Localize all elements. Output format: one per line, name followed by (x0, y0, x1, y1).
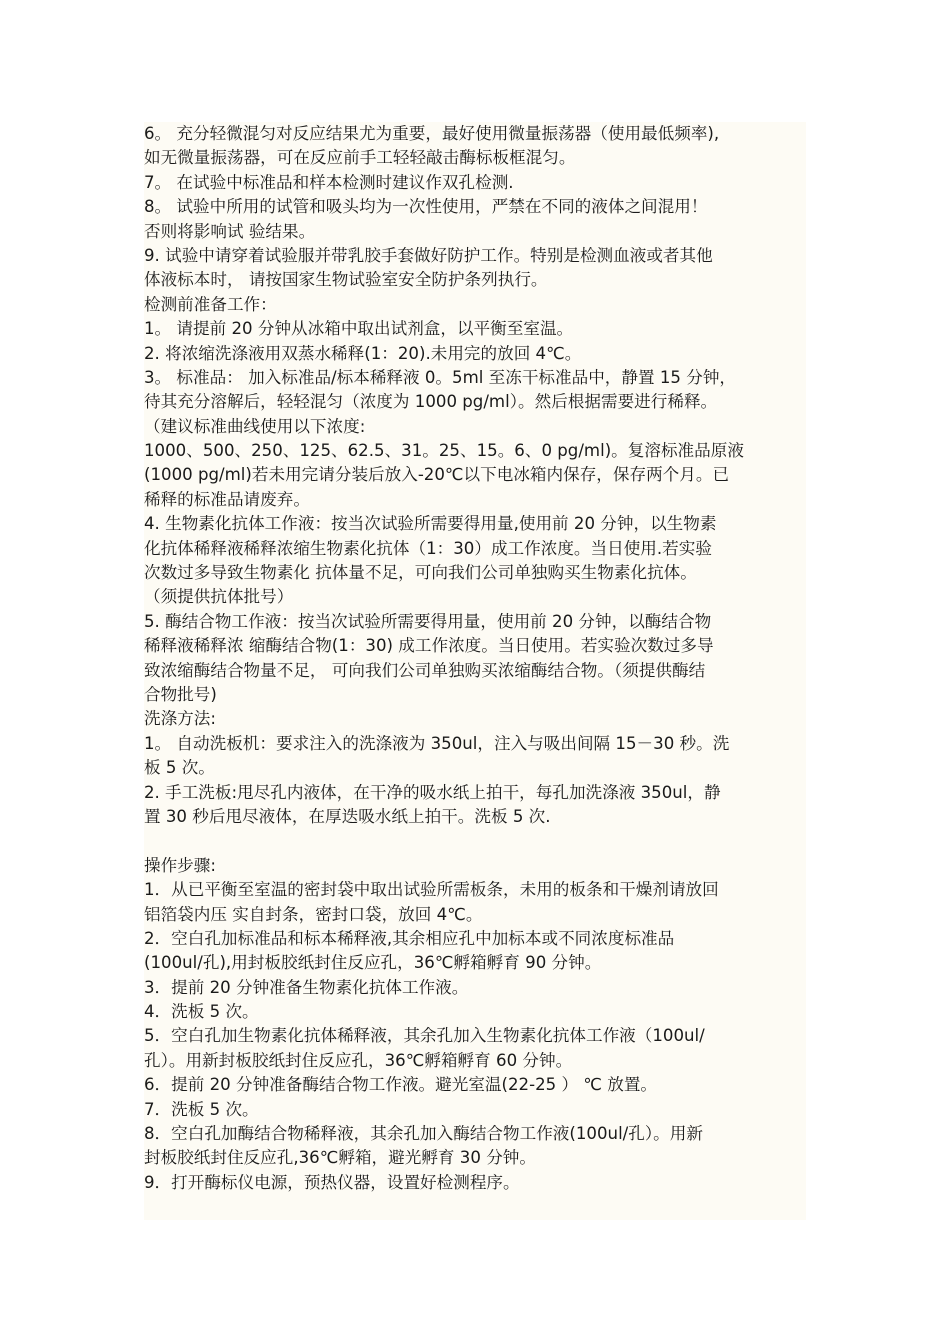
text-line: 稀释的标准品请废弃。 (144, 489, 310, 509)
text-line: 8．空白孔加酶结合物稀释液，其余孔加入酶结合物工作液(100ul/孔）。用新 (144, 1124, 703, 1144)
text-line: 否则将影响试 验结果。 (144, 221, 316, 241)
text-line: 2. 手工洗板:甩尽孔内液体，在干净的吸水纸上拍干，每孔加洗涤液 350ul，静 (144, 782, 721, 802)
text-line: 3。 标准品： 加入标准品/标本稀释液 0。5ml 至冻干标准品中，静置 15 分钟， (144, 367, 737, 387)
text-line: 5. 酶结合物工作液：按当次试验所需要得用量，使用前 20 分钟，以酶结合物 (144, 611, 712, 631)
text-line: (1000 pg/ml)若未用完请分装后放入-20℃以下电冰箱内保存，保存两个月。已 (144, 465, 730, 485)
text-line (144, 829, 806, 853)
text-line: (100ul/孔),用封板胶纸封住反应孔，36℃孵箱孵育 90 分钟。 (144, 953, 602, 973)
text-line: 次数过多导致生物素化 抗体量不足，可向我们公司单独购买生物素化抗体。 (144, 563, 697, 583)
text-line: 铝箔袋内压 实自封条，密封口袋，放回 4℃。 (144, 904, 483, 924)
text-line: 7．洗板 5 次。 (144, 1099, 259, 1119)
text-line: 洗涤方法: (144, 709, 216, 729)
text-line: 致浓缩酶结合物量不足， 可向我们公司单独购买浓缩酶结合物。（须提供酶结 (144, 660, 706, 680)
text-line: 置 30 秒后甩尽液体，在厚迭吸水纸上拍干。洗板 5 次. (144, 806, 551, 826)
text-line: 孔）。用新封板胶纸封住反应孔，36℃孵箱孵育 60 分钟。 (144, 1050, 573, 1070)
text-line: （建议标准曲线使用以下浓度: (144, 416, 366, 436)
text-line: 4．洗板 5 次。 (144, 1002, 259, 1022)
text-line: 化抗体稀释液稀释浓缩生物素化抗体（1：30）成工作浓度。当日使用.若实验 (144, 538, 712, 558)
text-line: 合物批号) (144, 684, 217, 704)
text-line: 如无微量振荡器，可在反应前手工轻轻敲击酶标板框混匀。 (144, 148, 576, 168)
text-line: 7。 在试验中标准品和样本检测时建议作双孔检测. (144, 172, 514, 192)
protocol-text-block (144, 122, 806, 1220)
text-line: 板 5 次。 (144, 758, 215, 778)
text-line: 1。 自动洗板机：要求注入的洗涤液为 350ul，注入与吸出间隔 15－30 秒。洗 (144, 733, 730, 753)
text-line: 6。 充分轻微混匀对反应结果尤为重要，最好使用微量振荡器（使用最低频率), (144, 124, 720, 143)
text-line: 1000、500、250、125、62.5、31。25、15。6、0 pg/ml)。复溶标准品原液 (144, 441, 744, 461)
text-line: 操作步骤: (144, 855, 216, 875)
text-line: 检测前准备工作： (144, 294, 277, 314)
text-line: 2．空白孔加标准品和标本稀释液,其余相应孔中加标本或不同浓度标准品 (144, 928, 675, 948)
text-line: 3．提前 20 分钟准备生物素化抗体工作液。 (144, 977, 469, 997)
text-line: 4. 生物素化抗体工作液：按当次试验所需要得用量,使用前 20 分钟，以生物素 (144, 514, 717, 534)
text-line: 9. 试验中请穿着试验服并带乳胶手套做好防护工作。特别是检测血液或者其他 (144, 245, 713, 265)
text-line: 1．从已平衡至室温的密封袋中取出试验所需板条，未用的板条和干燥剂请放回 (144, 880, 719, 900)
text-line: 8。 试验中所用的试管和吸头均为一次性使用，严禁在不同的液体之间混用！ (144, 197, 708, 217)
text-line: 封板胶纸封住反应孔,36℃孵箱，避光孵育 30 分钟。 (144, 1148, 536, 1168)
text-line: 稀释液稀释浓 缩酶结合物(1：30) 成工作浓度。当日使用。若实验次数过多导 (144, 636, 714, 656)
text-line: 6．提前 20 分钟准备酶结合物工作液。避光室温(22-25 ） ℃ 放置。 (144, 1075, 658, 1095)
text-line: 待其充分溶解后，轻轻混匀（浓度为 1000 pg/ml）。然后根据需要进行稀释。 (144, 392, 718, 412)
text-line: 5．空白孔加生物素化抗体稀释液，其余孔加入生物素化抗体工作液（100ul/ (144, 1026, 705, 1046)
text-line: 1。 请提前 20 分钟从冰箱中取出试剂盒，以平衡至室温。 (144, 319, 574, 339)
text-line: 2. 将浓缩洗涤液用双蒸水稀释(1：20).未用完的放回 4℃。 (144, 343, 582, 363)
text-line: （须提供抗体批号） (144, 587, 294, 607)
text-line: 9．打开酶标仪电源，预热仪器，设置好检测程序。 (144, 1172, 520, 1192)
text-line: 体液标本时， 请按国家生物试验室安全防护条列执行。 (144, 270, 548, 290)
